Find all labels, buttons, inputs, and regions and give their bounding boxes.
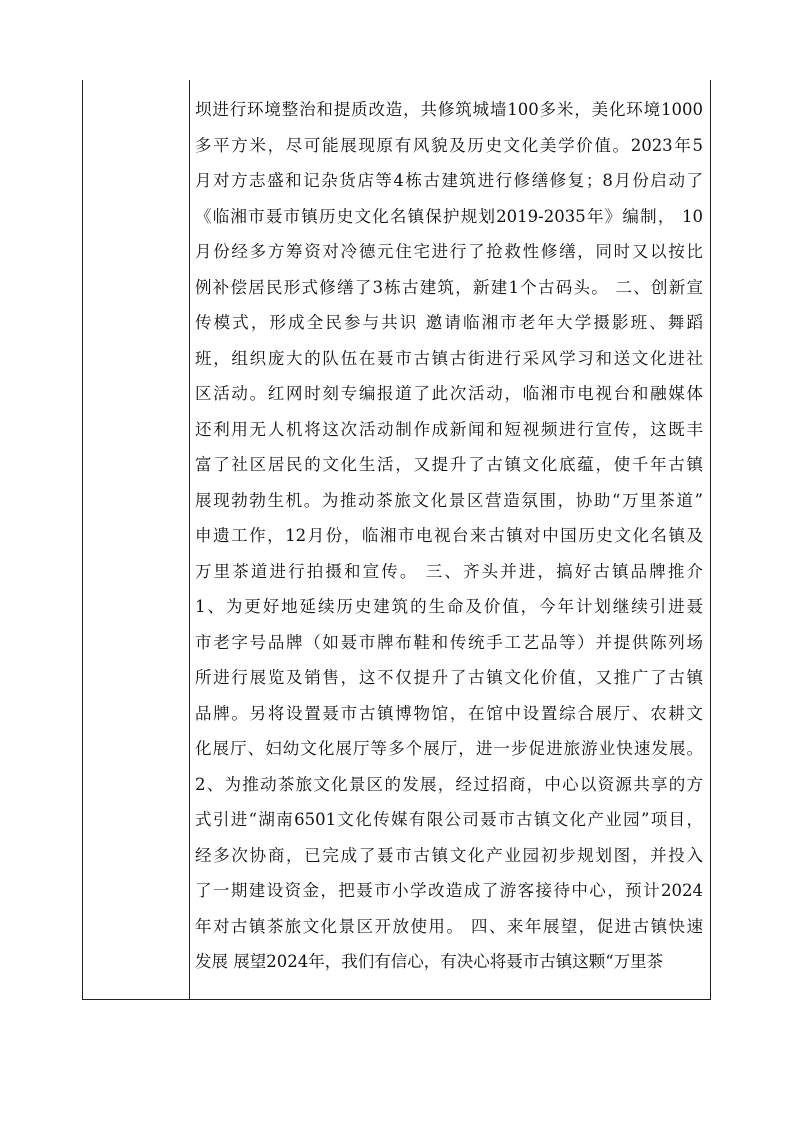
text-line: 班，组织庞大的队伍在聂市古镇古街进行采风学习和送文化进社 [195, 348, 703, 368]
text-line: 还利用无人机将这次活动制作成新闻和短视频进行宣传，这既丰 [195, 419, 703, 439]
text-line: 1、为更好地延续历史建筑的生命及价值，今年计划继续引进聂 [195, 597, 703, 616]
text-line: 式引进“湖南6501文化传媒有限公司聂市古镇文化产业园”项目， [195, 810, 703, 829]
text-line: 年对古镇茶旅文化景区开放使用。 四、来年展望，促进古镇快速 [195, 916, 703, 936]
table-frame [82, 80, 711, 1000]
text-line: 月对方志盛和记杂货店等4栋古建筑进行修缮修复；8月份启动了 [195, 171, 703, 190]
text-line: 传模式，形成全民参与共识 邀请临湘市老年大学摄影班、舞蹈 [195, 313, 703, 332]
text-line: 区活动。红网时刻专编报道了此次活动，临湘市电视台和融媒体 [195, 384, 703, 403]
text-line: 《临湘市聂市镇历史文化名镇保护规划2019-2035年》编制， 10 [195, 206, 703, 226]
text-line: 2、为推动茶旅文化景区的发展，经过招商，中心以资源共享的方 [195, 774, 703, 794]
text-line: 化展厅、妇幼文化展厅等多个展厅，进一步促进旅游业快速发展。 [195, 739, 703, 758]
text-line: 市老字号品牌（如聂市牌布鞋和传统手工艺品等）并提供陈列场 [195, 632, 703, 652]
text-line: 品牌。另将设置聂市古镇博物馆，在馆中设置综合展厅、农耕文 [195, 703, 703, 723]
text-line: 多平方米，尽可能展现原有风貌及历史文化美学价值。2023年5 [195, 135, 703, 155]
text-line: 展现勃勃生机。为推动茶旅文化景区营造氛围，协助“万里茶道” [195, 490, 703, 510]
text-line: 坝进行环境整治和提质改造，共修筑城墙100多米，美化环境1000 [195, 100, 703, 119]
text-line: 月份经多方筹资对冷德元住宅进行了抢救性修缮，同时又以按比 [195, 242, 703, 261]
text-line: 富了社区居民的文化生活，又提升了古镇文化底蕴，使千年古镇 [195, 455, 703, 474]
text-line: 例补偿居民形式修缮了3栋古建筑，新建1个古码头。 二、创新宣 [195, 277, 703, 297]
text-line: 申遗工作，12月份，临湘市电视台来古镇对中国历史文化名镇及 [195, 526, 703, 545]
content-cell [195, 92, 703, 980]
column-divider [189, 80, 190, 999]
text-line: 经多次协商，已完成了聂市古镇文化产业园初步规划图，并投入 [195, 845, 703, 865]
text-line: 所进行展览及销售，这不仅提升了古镇文化价值，又推广了古镇 [195, 668, 703, 687]
text-line: 了一期建设资金，把聂市小学改造成了游客接待中心，预计2024 [195, 881, 703, 900]
text-line: 万里茶道进行拍摄和宣传。 三、齐头并进，搞好古镇品牌推介 [195, 561, 703, 581]
text-line: 发展 展望2024年，我们有信心，有决心将聂市古镇这颗“万里茶 [195, 952, 664, 971]
